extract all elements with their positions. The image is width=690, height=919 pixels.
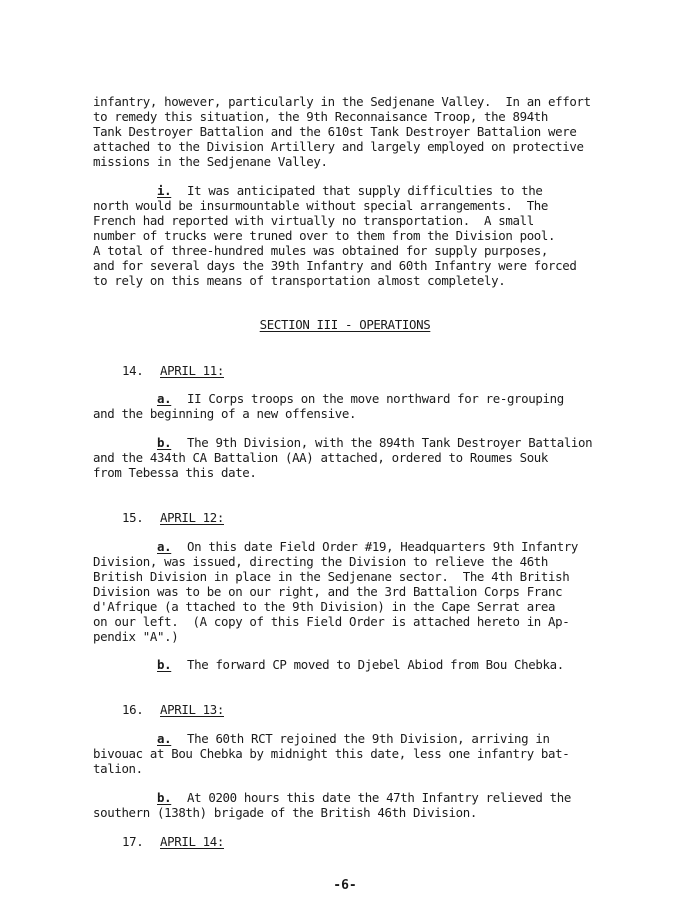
text-line: At 0200 hours this date the 47th Infantry relieved the	[187, 790, 571, 805]
text-line: number of trucks were truned over to them from the Division pool.	[93, 228, 556, 243]
item-number: 17.	[122, 834, 144, 849]
text-line: The 60th RCT rejoined the 9th Division, arriving in	[187, 731, 550, 746]
text-line: d'Afrique (a ttached to the 9th Division) in the Cape Serrat area	[93, 599, 556, 614]
text-line: missions in the Sedjenane Valley.	[93, 154, 328, 169]
page-number: -6-	[333, 878, 357, 893]
text-line: talion.	[93, 761, 143, 776]
text-line: and for several days the 39th Infantry and 60th Infantry were forced	[93, 258, 577, 273]
paragraph-label: b.	[157, 790, 172, 805]
paragraph-label: i.	[157, 183, 172, 198]
item-date: APRIL 13:	[160, 702, 224, 717]
text-line: attached to the Division Artillery and largely employed on protective	[93, 139, 584, 154]
text-line: bivouac at Bou Chebka by midnight this date, less one infantry bat-	[93, 746, 570, 761]
text-line: and the beginning of a new offensive.	[93, 406, 357, 421]
paragraph-label: a.	[157, 731, 172, 746]
paragraph-label: a.	[157, 539, 172, 554]
text-line: pendix "A".)	[93, 629, 179, 644]
text-line: French had reported with virtually no transportation. A small	[93, 213, 534, 228]
text-line: A total of three-hundred mules was obtained for supply purposes,	[93, 243, 549, 258]
text-line: Division was to be on our right, and the 3rd Battalion Corps Franc	[93, 584, 563, 599]
paragraph-label: b.	[157, 435, 172, 450]
text-line: to rely on this means of transportation almost completely.	[93, 273, 506, 288]
item-date: APRIL 11:	[160, 363, 224, 378]
text-line: southern (138th) brigade of the British 46th Division.	[93, 805, 477, 820]
item-date: APRIL 14:	[160, 834, 224, 849]
text-line: Tank Destroyer Battalion and the 610st Tank Destroyer Battalion were	[93, 124, 577, 139]
paragraph-label: b.	[157, 657, 172, 672]
text-line: infantry, however, particularly in the Sedjenane Valley. In an effort	[93, 94, 591, 109]
item-date: APRIL 12:	[160, 510, 224, 525]
item-number: 15.	[122, 510, 144, 525]
section-heading: SECTION III - OPERATIONS	[259, 317, 431, 332]
text-line: north would be insurmountable without special arrangements. The	[93, 198, 549, 213]
text-line: and the 434th CA Battalion (AA) attached, ordered to Roumes Souk	[93, 450, 549, 465]
text-line: Division, was issued, directing the Division to relieve the 46th	[93, 554, 549, 569]
item-number: 16.	[122, 702, 144, 717]
text-line: On this date Field Order #19, Headquarters 9th Infantry	[187, 539, 579, 554]
item-number: 14.	[122, 363, 144, 378]
paragraph-label: a.	[157, 391, 172, 406]
text-line: The 9th Division, with the 894th Tank Destroyer Battalion	[187, 435, 593, 450]
text-line: It was anticipated that supply difficulties to the	[187, 183, 543, 198]
text-line: from Tebessa this date.	[93, 465, 257, 480]
text-line: to remedy this situation, the 9th Reconnaisance Troop, the 894th	[93, 109, 549, 124]
text-line: The forward CP moved to Djebel Abiod from Bou Chebka.	[187, 657, 564, 672]
text-line: II Corps troops on the move northward for re-grouping	[187, 391, 564, 406]
text-line: British Division in place in the Sedjenane sector. The 4th British	[93, 569, 570, 584]
text-line: on our left. (A copy of this Field Order is attached hereto in Ap-	[93, 614, 570, 629]
